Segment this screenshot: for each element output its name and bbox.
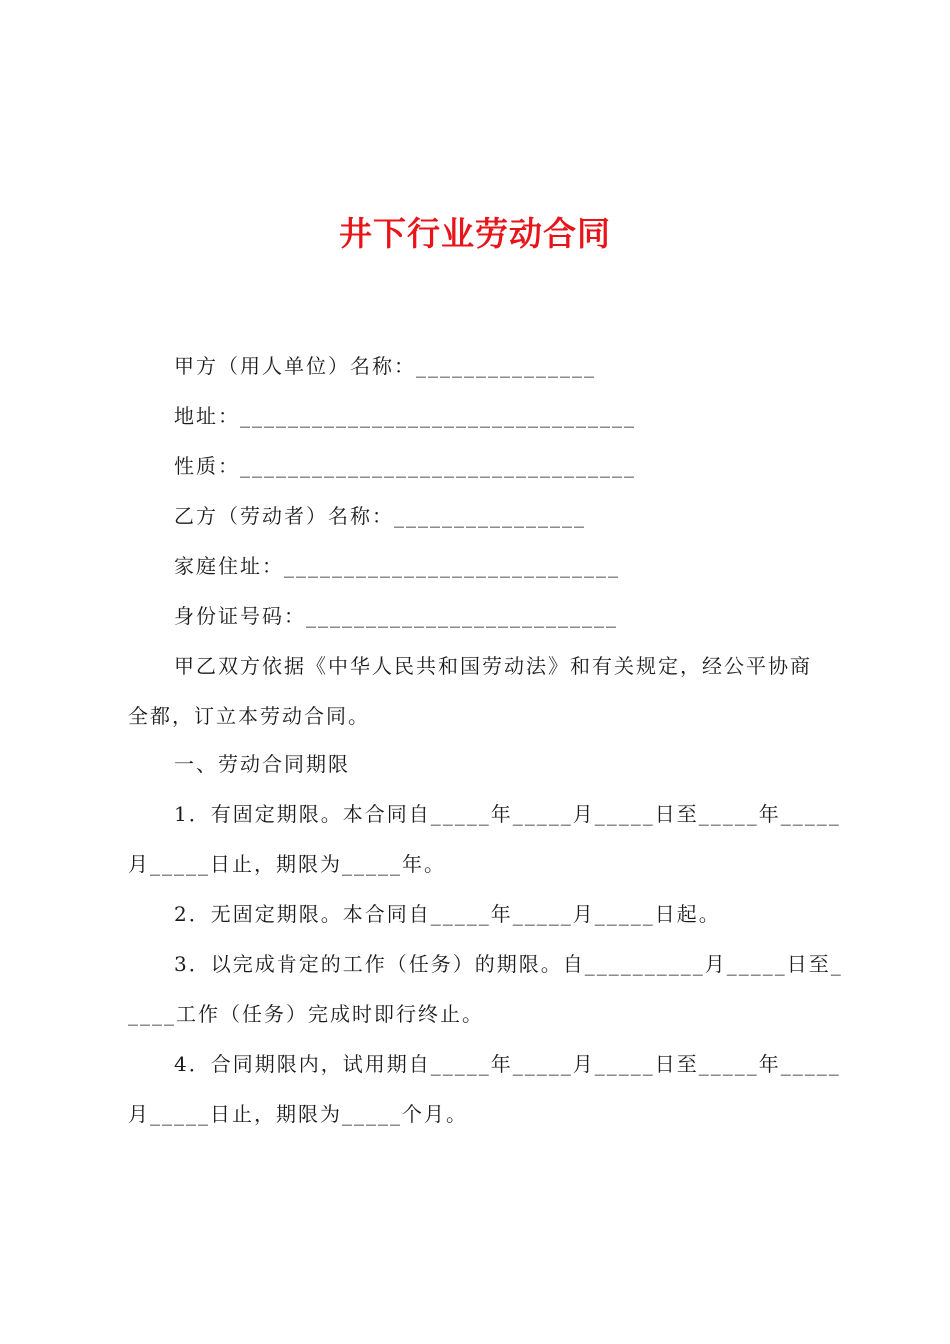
preamble-paragraph-line-2: 全都，订立本劳动合同。 <box>128 704 370 728</box>
clause-3-line-1: 3．以完成肯定的工作（任务）的期限。自__________月_____日至_ <box>174 952 843 976</box>
clause-3-line-2: ____工作（任务）完成时即行终止。 <box>128 1002 484 1026</box>
clause-4-line-2: 月_____日止，期限为_____个月。 <box>128 1102 468 1126</box>
clause-1-line-1: 1．有固定期限。本合同自_____年_____月_____日至_____年_____ <box>174 802 841 826</box>
home-address-line: 家庭住址：____________________________ <box>174 554 620 578</box>
preamble-paragraph-line-1: 甲乙双方依据《中华人民共和国劳动法》和有关规定，经公平协商 <box>174 654 812 678</box>
id-number-line: 身份证号码：__________________________ <box>174 604 618 628</box>
clause-4-line-1: 4．合同期限内，试用期自_____年_____月_____日至_____年_____ <box>174 1052 841 1076</box>
party-a-address-line: 地址：_________________________________ <box>174 404 636 428</box>
section-heading-contract-term: 一、劳动合同期限 <box>174 752 350 776</box>
document-title: 井下行业劳动合同 <box>339 214 611 253</box>
party-a-name-line: 甲方（用人单位）名称：_______________ <box>174 354 596 378</box>
clause-1-line-2: 月_____日止，期限为_____年。 <box>128 852 446 876</box>
clause-2-line-1: 2．无固定期限。本合同自_____年_____月_____日起。 <box>174 902 721 926</box>
party-a-nature-line: 性质：_________________________________ <box>174 454 636 478</box>
party-b-name-line: 乙方（劳动者）名称：________________ <box>174 504 586 528</box>
